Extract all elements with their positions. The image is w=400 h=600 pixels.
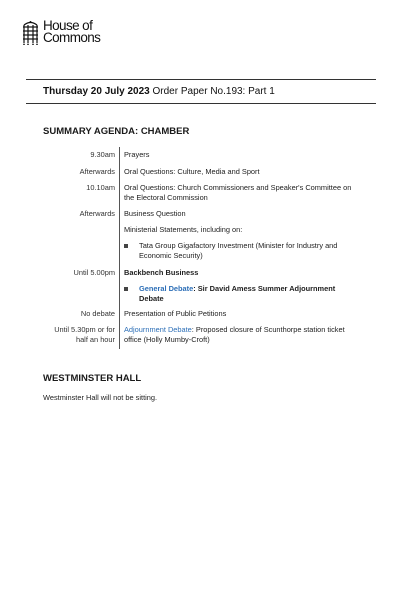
portcullis-icon	[21, 20, 40, 45]
header-rule-top	[26, 79, 376, 80]
agenda-item-link[interactable]: Business Question	[124, 209, 186, 218]
agenda-time: 10.10am	[86, 183, 115, 192]
agenda-time: Afterwards	[79, 167, 115, 176]
adjournment-debate-link[interactable]: Adjournment Debate	[124, 325, 192, 334]
agenda-subitem: Tata Group Gigafactory Investment (Minister for Industry and Economic Security)	[139, 241, 338, 260]
agenda-item	[124, 325, 359, 345]
westminster-section-title: WESTMINSTER HALL	[43, 373, 142, 384]
agenda-time: Until 5.30pm or for half an hour	[54, 325, 115, 344]
chamber-section-title: SUMMARY AGENDA: CHAMBER	[43, 126, 190, 137]
agenda-subitem	[139, 284, 359, 304]
square-bullet-icon	[124, 287, 128, 291]
header-rule-bottom	[26, 103, 376, 104]
order-paper-date: Thursday 20 July 2023	[43, 86, 150, 97]
agenda-time: Afterwards	[79, 209, 115, 218]
general-debate-link[interactable]: General Debate	[139, 284, 194, 293]
order-paper-heading	[43, 86, 275, 97]
agenda-item-link[interactable]: Oral Questions: Culture, Media and Sport	[124, 167, 260, 176]
logo-line-2: Commons	[43, 30, 101, 45]
agenda-item: Prayers	[124, 150, 150, 159]
square-bullet-icon	[124, 244, 128, 248]
logo-line-1: House of	[43, 18, 93, 33]
logo-wordmark	[43, 20, 100, 44]
agenda-item-link[interactable]: Oral Questions: Church Commissioners and Speaker's Committee on the Electoral Commission	[124, 183, 352, 202]
house-of-commons-logo	[21, 20, 100, 45]
agenda-item-link[interactable]: Presentation of Public Petitions	[124, 309, 227, 318]
general-debate-title: : Sir David Amess Summer Adjournment Debate	[139, 284, 336, 303]
adjournment-debate-title: : Proposed closure of Scunthorpe station ticket office (Holly Mumby-Croft)	[124, 325, 345, 344]
agenda-time: Until 5.00pm	[73, 268, 115, 277]
agenda-divider	[119, 147, 120, 349]
agenda-time: 9.30am	[90, 150, 115, 159]
agenda-item: Backbench Business	[124, 268, 199, 277]
agenda-time: No debate	[80, 309, 115, 318]
order-paper-number: Order Paper No.193: Part 1	[149, 86, 275, 97]
agenda-item-link[interactable]: Ministerial Statements, including on:	[124, 225, 243, 234]
westminster-hall-note: Westminster Hall will not be sitting.	[43, 393, 158, 402]
